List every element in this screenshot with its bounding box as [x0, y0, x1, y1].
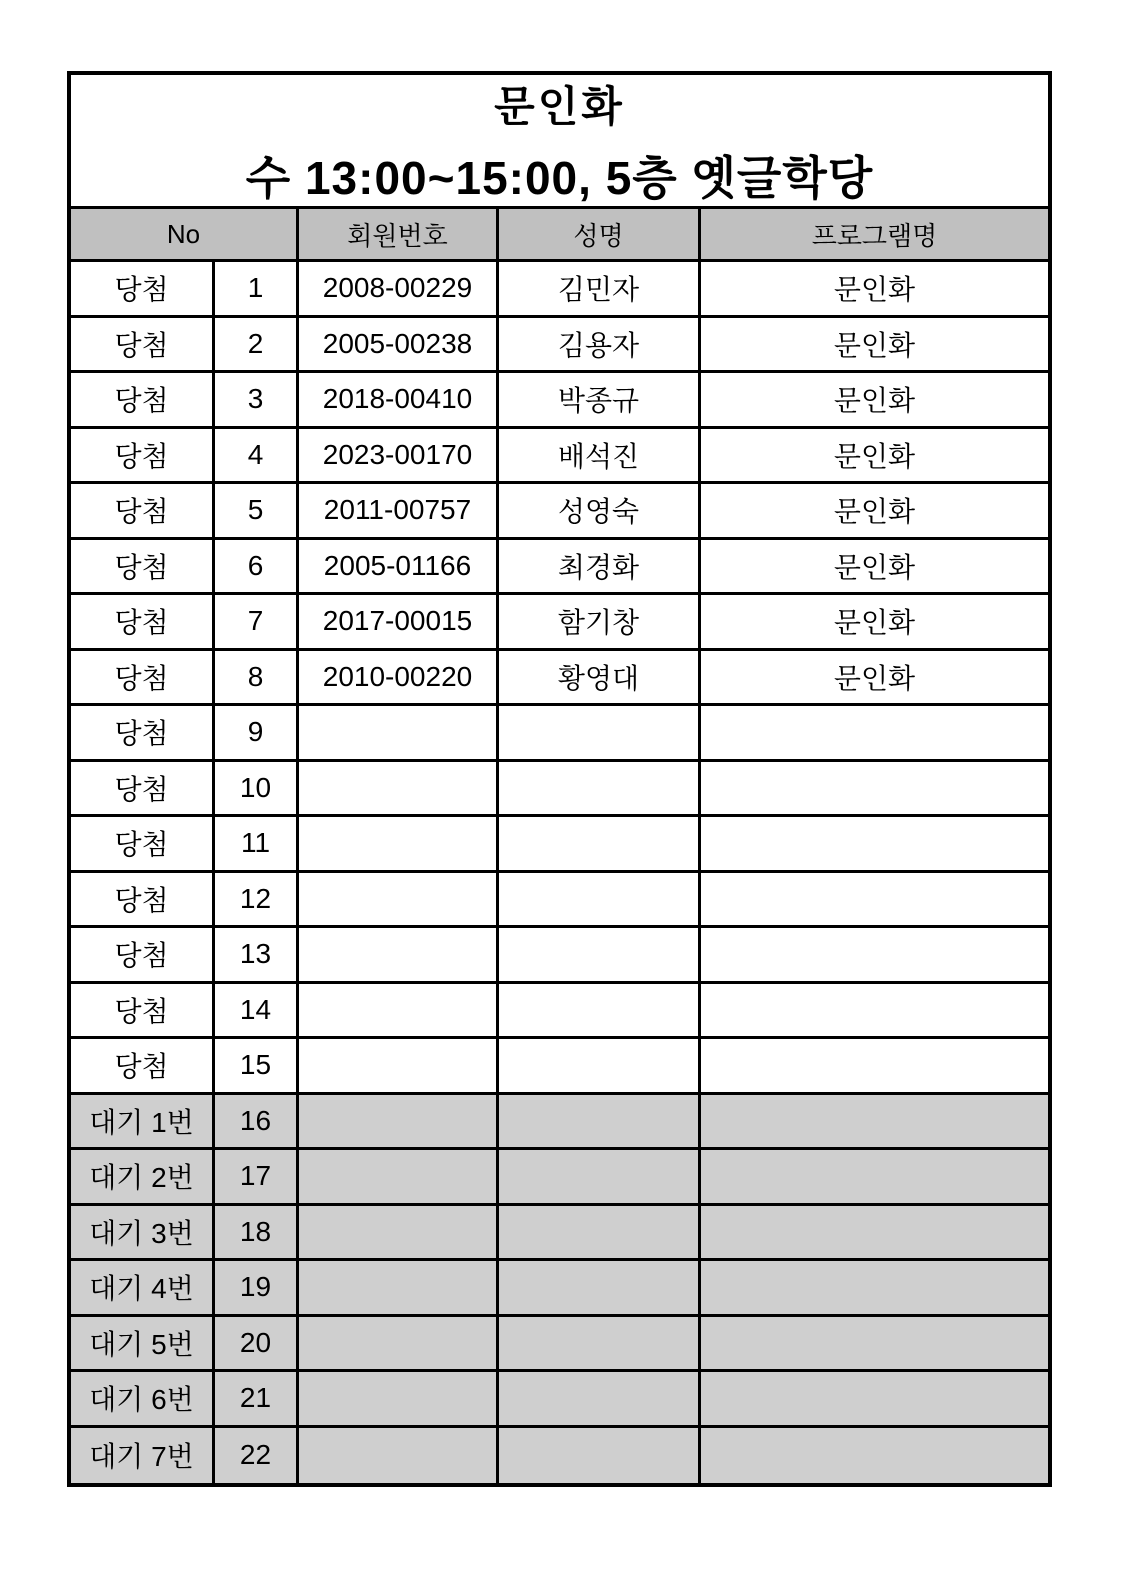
program-cell: 문인화 [701, 651, 1048, 707]
status-cell: 당첨 [71, 1039, 215, 1095]
status-cell: 대기 7번 [71, 1428, 215, 1484]
name-cell [499, 762, 701, 818]
name-cell [499, 1095, 701, 1151]
status-cell: 대기 1번 [71, 1095, 215, 1151]
number-cell: 20 [215, 1317, 299, 1373]
program-cell [701, 1095, 1048, 1151]
table-row [71, 817, 1048, 873]
name-cell [499, 817, 701, 873]
program-cell: 문인화 [701, 318, 1048, 374]
member-id-cell [299, 706, 499, 762]
program-cell: 문인화 [701, 262, 1048, 318]
status-cell: 대기 2번 [71, 1150, 215, 1206]
name-cell [499, 1317, 701, 1373]
name-cell: 황영대 [499, 651, 701, 707]
column-header-name: 성명 [499, 209, 701, 262]
table-row [71, 873, 1048, 929]
program-title: 문인화 [494, 82, 625, 130]
program-cell [701, 1317, 1048, 1373]
number-cell: 11 [215, 817, 299, 873]
number-cell: 1 [215, 262, 299, 318]
number-cell: 19 [215, 1261, 299, 1317]
number-cell: 14 [215, 984, 299, 1040]
name-cell [499, 873, 701, 929]
number-cell: 2 [215, 318, 299, 374]
table-row [71, 595, 1048, 651]
status-cell: 대기 5번 [71, 1317, 215, 1373]
name-cell [499, 1039, 701, 1095]
name-cell: 함기창 [499, 595, 701, 651]
name-cell: 김용자 [499, 318, 701, 374]
status-cell: 당첨 [71, 873, 215, 929]
number-cell: 8 [215, 651, 299, 707]
name-cell [499, 1150, 701, 1206]
number-cell: 12 [215, 873, 299, 929]
member-id-cell: 2005-01166 [299, 540, 499, 596]
status-cell: 대기 4번 [71, 1261, 215, 1317]
name-cell [499, 1261, 701, 1317]
number-cell: 22 [215, 1428, 299, 1484]
table-row [71, 1095, 1048, 1151]
member-id-cell: 2018-00410 [299, 373, 499, 429]
number-cell: 3 [215, 373, 299, 429]
status-cell: 당첨 [71, 928, 215, 984]
member-id-cell [299, 1317, 499, 1373]
member-id-cell: 2011-00757 [299, 484, 499, 540]
member-id-cell [299, 1039, 499, 1095]
program-cell [701, 1039, 1048, 1095]
program-cell [701, 928, 1048, 984]
member-id-cell: 2008-00229 [299, 262, 499, 318]
member-id-cell: 2017-00015 [299, 595, 499, 651]
status-cell: 당첨 [71, 651, 215, 707]
table-row [71, 373, 1048, 429]
program-cell [701, 706, 1048, 762]
program-cell: 문인화 [701, 595, 1048, 651]
status-cell: 당첨 [71, 762, 215, 818]
member-id-cell [299, 1261, 499, 1317]
number-cell: 5 [215, 484, 299, 540]
program-cell [701, 1372, 1048, 1428]
name-cell [499, 984, 701, 1040]
member-id-cell [299, 1206, 499, 1262]
table-row [71, 318, 1048, 374]
program-cell [701, 1206, 1048, 1262]
program-cell [701, 1428, 1048, 1484]
table-row [71, 1261, 1048, 1317]
table-header-row [71, 209, 1048, 262]
status-cell: 당첨 [71, 984, 215, 1040]
table-row [71, 1206, 1048, 1262]
program-cell [701, 762, 1048, 818]
table-row [71, 540, 1048, 596]
status-cell: 대기 3번 [71, 1206, 215, 1262]
member-id-cell [299, 1095, 499, 1151]
name-cell: 김민자 [499, 262, 701, 318]
number-cell: 15 [215, 1039, 299, 1095]
table-body [71, 262, 1048, 1483]
status-cell: 당첨 [71, 595, 215, 651]
program-cell [701, 1261, 1048, 1317]
table-row [71, 1317, 1048, 1373]
member-id-cell: 2023-00170 [299, 429, 499, 485]
program-cell [701, 984, 1048, 1040]
number-cell: 21 [215, 1372, 299, 1428]
table-row [71, 1150, 1048, 1206]
name-cell [499, 706, 701, 762]
name-cell: 배석진 [499, 429, 701, 485]
status-cell: 당첨 [71, 817, 215, 873]
table-row [71, 928, 1048, 984]
member-id-cell [299, 817, 499, 873]
table-row [71, 651, 1048, 707]
table-row [71, 429, 1048, 485]
number-cell: 18 [215, 1206, 299, 1262]
number-cell: 17 [215, 1150, 299, 1206]
name-cell [499, 928, 701, 984]
table-row [71, 762, 1048, 818]
status-cell: 당첨 [71, 429, 215, 485]
name-cell [499, 1206, 701, 1262]
member-id-cell [299, 928, 499, 984]
status-cell: 당첨 [71, 540, 215, 596]
program-cell: 문인화 [701, 429, 1048, 485]
table-row [71, 262, 1048, 318]
status-cell: 당첨 [71, 318, 215, 374]
program-cell [701, 817, 1048, 873]
member-id-cell [299, 873, 499, 929]
status-cell: 당첨 [71, 484, 215, 540]
program-cell: 문인화 [701, 484, 1048, 540]
roster-table [67, 71, 1052, 1487]
schedule-subtitle: 수 13:00~15:00, 5층 옛글학당 [245, 151, 874, 204]
column-header-program: 프로그램명 [701, 209, 1048, 262]
title-block [71, 75, 1048, 209]
status-cell: 당첨 [71, 262, 215, 318]
program-cell: 문인화 [701, 540, 1048, 596]
member-id-cell: 2005-00238 [299, 318, 499, 374]
table-row [71, 706, 1048, 762]
table-row [71, 1039, 1048, 1095]
status-cell: 대기 6번 [71, 1372, 215, 1428]
table-row [71, 484, 1048, 540]
status-cell: 당첨 [71, 706, 215, 762]
member-id-cell [299, 1150, 499, 1206]
number-cell: 6 [215, 540, 299, 596]
program-cell [701, 873, 1048, 929]
member-id-cell [299, 1428, 499, 1484]
number-cell: 10 [215, 762, 299, 818]
table-row [71, 984, 1048, 1040]
name-cell [499, 1428, 701, 1484]
name-cell: 성영숙 [499, 484, 701, 540]
member-id-cell [299, 762, 499, 818]
table-row [71, 1372, 1048, 1428]
number-cell: 4 [215, 429, 299, 485]
name-cell: 박종규 [499, 373, 701, 429]
number-cell: 16 [215, 1095, 299, 1151]
program-cell [701, 1150, 1048, 1206]
number-cell: 13 [215, 928, 299, 984]
member-id-cell: 2010-00220 [299, 651, 499, 707]
number-cell: 9 [215, 706, 299, 762]
program-cell: 문인화 [701, 373, 1048, 429]
column-header-no: No [71, 209, 299, 262]
name-cell [499, 1372, 701, 1428]
number-cell: 7 [215, 595, 299, 651]
table-row [71, 1428, 1048, 1484]
status-cell: 당첨 [71, 373, 215, 429]
column-header-member-id: 회원번호 [299, 209, 499, 262]
member-id-cell [299, 1372, 499, 1428]
name-cell: 최경화 [499, 540, 701, 596]
member-id-cell [299, 984, 499, 1040]
